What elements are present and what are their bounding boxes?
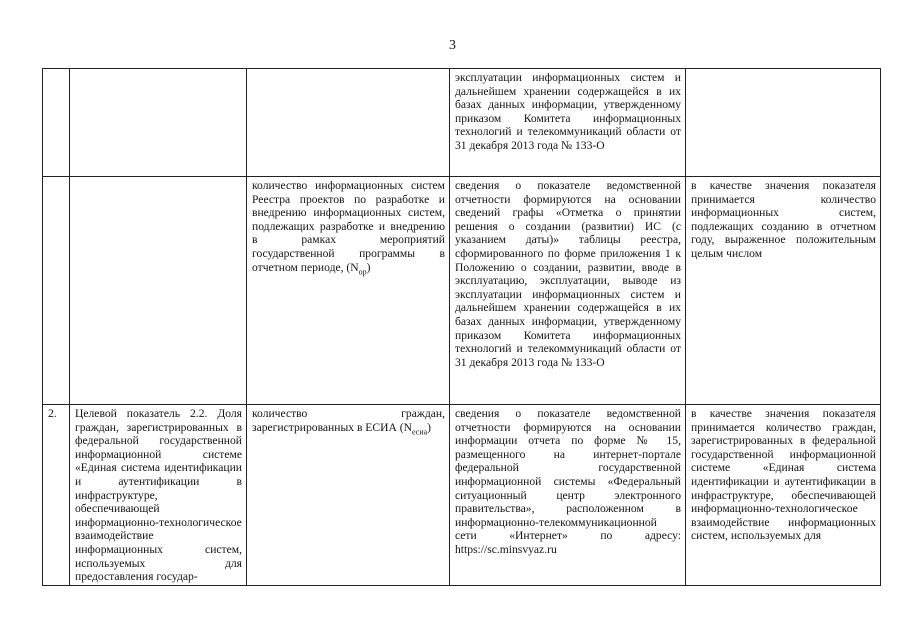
metric-text: количество информационных систем Реестра проектов по разработке и внедрению информационных систем, подлежащих разработке и внедрению в рамках мероприятий государственной программы в отчетном периоде, (N — [252, 179, 445, 274]
source-cell: сведения о показателе ведомственной отчетности формируются на основании информации отчета по форме № 15, размещенного на интернет-портале федеральной государственной информационной системы «Федеральный ситуационный центр электронного правительства», расположенном в информационно-телекоммуникационной сети «Интернет» по адресу: https://sc.minsvyaz.ru — [450, 405, 686, 586]
metric-text-tail: ) — [427, 420, 432, 434]
metric-cell — [247, 69, 450, 177]
indicator-cell — [70, 69, 247, 177]
indicators-table — [42, 68, 881, 586]
metric-text-tail: ) — [366, 260, 371, 274]
metric-subscript: ор — [358, 266, 367, 276]
table-row — [43, 405, 881, 586]
row-number-cell — [43, 69, 70, 177]
table-row — [43, 177, 881, 405]
metric-subscript: есиа — [412, 426, 428, 436]
source-cell: сведения о показателе ведомственной отчетности формируются на основании сведений графы «Отметка о принятии решения о создании (развитии) ИС (с указанием даты)» таблицы реестра, сформированного по форме приложения 1 к Положению о создании, развитии, вводе в эксплуатацию, эксплуатации, выводе из эксплуатации информационных систем и дальнейшем хранении содержащейся в их базах данных информации, утвержденному приказом Комитета информационных технологий и телекоммуникаций области от 31 декабря 2013 года № 133-О — [450, 177, 686, 405]
metric-text: количество граждан, зарегистрированных в ЕСИА (N — [252, 407, 445, 434]
method-cell — [686, 69, 881, 177]
table-row — [43, 69, 881, 177]
page-number: 3 — [449, 38, 456, 53]
indicator-cell: Целевой показатель 2.2. Доля граждан, зарегистрированных в федеральной государственной информационной системе «Единая система идентификации и аутентификации в инфраструктуре, обеспечивающей информационно-технологическое взаимодействие информационных систем, используемых для предоставления государ- — [70, 405, 247, 586]
method-cell: в качестве значения показателя принимается количество информационных систем, подлежащих созданию в отчетном году, выраженное положительным целым числом — [686, 177, 881, 405]
indicator-cell — [70, 177, 247, 405]
source-cell: эксплуатации информационных систем и дальнейшем хранении содержащейся в их базах данных информации, утвержденному приказом Комитета информационных технологий и телекоммуникаций области от 31 декабря 2013 года № 133-О — [450, 69, 686, 177]
method-cell: в качестве значения показателя принимается количество граждан, зарегистрированных в федеральной государственной информационной системе «Единая система идентификации и аутентификации в инфраструктуре, обеспечивающей информационно-технологическое взаимодействие информационных систем, используемых для — [686, 405, 881, 586]
row-number-cell: 2. — [43, 405, 70, 586]
metric-cell — [247, 177, 450, 405]
metric-cell — [247, 405, 450, 586]
row-number-cell — [43, 177, 70, 405]
